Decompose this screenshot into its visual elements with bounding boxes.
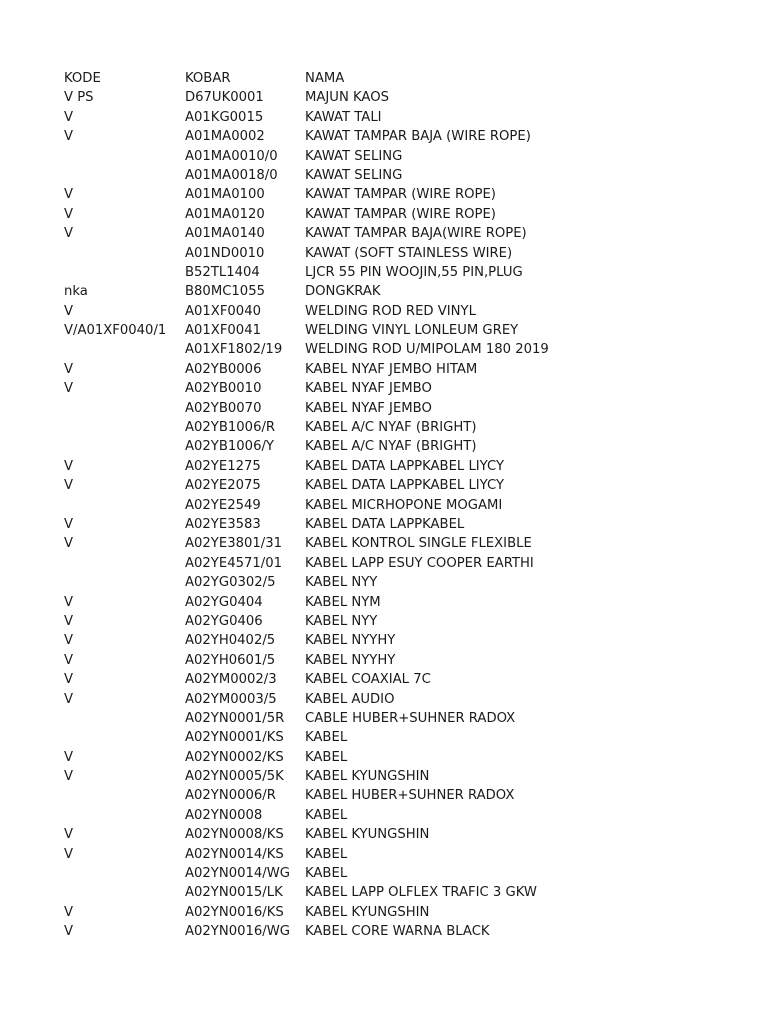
cell-kobar: A02YG0302/5 [185,575,276,591]
cell-kobar: A02YB1006/Y [185,439,274,455]
cell-kobar: A02YE2075 [185,478,261,494]
cell-nama: KABEL KYUNGSHIN [305,769,430,785]
cell-kobar: A01XF0041 [185,323,261,339]
cell-nama: KAWAT TAMPAR (WIRE ROPE) [305,206,496,222]
cell-kobar: A02YE3801/31 [185,536,282,552]
cell-nama: KABEL NYYHY [305,652,396,668]
cell-nama: CABLE HUBER+SUHNER RADOX [305,710,516,726]
cell-nama: KABEL NYYHY [305,633,396,649]
cell-nama: KABEL MICRHOPONE MOGAMI [305,497,503,513]
cell-kobar: A01MA0018/0 [185,167,278,183]
cell-nama: KAWAT TAMPAR BAJA(WIRE ROPE) [305,226,527,242]
cell-nama: DONGKRAK [305,284,381,300]
cell-kobar: A02YN0001/KS [185,730,284,746]
table-row [64,127,705,146]
cell-nama: KABEL KYUNGSHIN [305,904,430,920]
cell-kode [64,418,185,437]
cell-kode: V [64,129,74,145]
table-row [64,360,705,379]
cell-kode: V [64,691,74,707]
table-row [64,302,705,321]
table-row [64,205,705,224]
cell-kode: V [64,827,74,843]
cell-kode [64,554,185,573]
table-row [64,806,705,825]
cell-kode: nka [64,284,88,300]
table-row [64,437,705,456]
cell-kode [64,340,185,359]
table-row [64,651,705,670]
cell-kode [64,806,185,825]
table-row [64,108,705,127]
cell-kobar: A02YN0016/KS [185,904,284,920]
cell-kode [64,437,185,456]
cell-kobar: A02YN0015/LK [185,885,283,901]
cell-nama: KAWAT (SOFT STAINLESS WIRE) [305,245,513,261]
cell-nama: KABEL COAXIAL 7C [305,672,431,688]
table-body [64,88,705,941]
cell-kode [64,709,185,728]
cell-kode: V [64,361,74,377]
cell-kode [64,573,185,592]
table-row [64,263,705,282]
table-row [64,321,705,340]
table-row [64,534,705,553]
table-row [64,244,705,263]
table-row [64,612,705,631]
cell-kobar: A02YB0006 [185,361,262,377]
cell-kode: V [64,672,74,688]
cell-nama: KABEL LAPP ESUY COOPER EARTHI [305,555,534,571]
table-row [64,88,705,107]
cell-kode [64,496,185,515]
cell-kobar: A01ND0010 [185,245,265,261]
table-row [64,554,705,573]
header-kobar: KOBAR [185,71,231,86]
cell-kode [64,883,185,902]
cell-kobar: A02YH0601/5 [185,652,276,668]
cell-kobar: B80MC1055 [185,284,265,300]
cell-kode [64,166,185,185]
cell-kobar: A01XF1802/19 [185,342,283,358]
table-row [64,767,705,786]
cell-kode [64,786,185,805]
cell-kobar: A02YN0002/KS [185,749,284,765]
table-row [64,573,705,592]
cell-kode: V [64,516,74,532]
cell-kode: V [64,536,74,552]
cell-nama: KAWAT TAMPAR (WIRE ROPE) [305,187,496,203]
table-row [64,340,705,359]
cell-kode: V [64,633,74,649]
cell-nama: KAWAT TALI [305,109,382,125]
cell-kode: V [64,924,74,940]
cell-kode: V/A01XF0040/1 [64,323,167,339]
cell-kode: V [64,303,74,319]
cell-kode [64,864,185,883]
cell-nama: KABEL A/C NYAF (BRIGHT) [305,420,477,436]
table-row [64,825,705,844]
cell-nama: WELDING ROD RED VINYL [305,303,476,319]
cell-kobar: A02YN0006/R [185,788,276,804]
table-row [64,185,705,204]
cell-nama: KABEL DATA LAPPKABEL [305,516,465,532]
cell-kobar: A02YN0008 [185,807,263,823]
table-row [64,670,705,689]
cell-nama: KABEL DATA LAPPKABEL LIYCY [305,458,505,474]
cell-kode [64,728,185,747]
cell-kobar: A02YN0005/5K [185,769,284,785]
cell-kode: V [64,846,74,862]
cell-nama: KABEL NYAF JEMBO [305,381,432,397]
cell-kobar: A02YM0003/5 [185,691,277,707]
cell-kode: V [64,187,74,203]
item-table [64,69,705,942]
cell-kode: V [64,381,74,397]
cell-nama: KABEL AUDIO [305,691,395,707]
table-row [64,379,705,398]
cell-kobar: A01XF0040 [185,303,261,319]
table-row [64,786,705,805]
cell-kobar: A02YN0014/WG [185,866,290,882]
cell-kode: V [64,769,74,785]
cell-nama: KABEL NYAF JEMBO HITAM [305,361,478,377]
table-row [64,709,705,728]
header-nama: NAMA [305,71,345,86]
cell-nama: KABEL KYUNGSHIN [305,827,430,843]
cell-kode: V [64,904,74,920]
table-row [64,593,705,612]
table-row [64,515,705,534]
cell-kode: V [64,226,74,242]
cell-kobar: D67UK0001 [185,90,264,106]
table-row [64,845,705,864]
cell-kode: V [64,652,74,668]
cell-kode [64,244,185,263]
table-row [64,903,705,922]
cell-kobar: A02YH0402/5 [185,633,276,649]
cell-kode [64,263,185,282]
cell-nama: LJCR 55 PIN WOOJIN,55 PIN,PLUG [305,264,523,280]
cell-kode: V [64,458,74,474]
table-row [64,457,705,476]
cell-nama: KABEL [305,866,348,882]
table-row [64,690,705,709]
cell-nama: KABEL NYY [305,613,378,629]
table-row [64,166,705,185]
cell-kode: V [64,594,74,610]
cell-nama: KABEL A/C NYAF (BRIGHT) [305,439,477,455]
cell-kobar: B52TL1404 [185,264,260,280]
cell-kode: V PS [64,90,94,106]
cell-nama: WELDING VINYL LONLEUM GREY [305,323,519,339]
cell-nama: KABEL [305,749,348,765]
cell-nama: KABEL NYM [305,594,381,610]
cell-nama: KABEL KONTROL SINGLE FLEXIBLE [305,536,532,552]
cell-kode: V [64,206,74,222]
cell-kobar: A01MA0100 [185,187,265,203]
cell-kobar: A01MA0010/0 [185,148,278,164]
cell-kobar: A02YM0002/3 [185,672,277,688]
cell-kobar: A02YN0001/5R [185,710,285,726]
cell-kobar: A01KG0015 [185,109,264,125]
cell-nama: KAWAT TAMPAR BAJA (WIRE ROPE) [305,129,531,145]
cell-kobar: A02YG0404 [185,594,263,610]
cell-nama: KABEL NYAF JEMBO [305,400,432,416]
cell-kode: V [64,478,74,494]
cell-nama: WELDING ROD U/MIPOLAM 180 2019 [305,342,549,358]
cell-nama: KABEL CORE WARNA BLACK [305,924,490,940]
table-row [64,728,705,747]
cell-kobar: A01MA0140 [185,226,265,242]
cell-kobar: A02YG0406 [185,613,263,629]
cell-kobar: A02YE4571/01 [185,555,282,571]
table-row [64,399,705,418]
table-row [64,883,705,902]
table-row [64,922,705,941]
cell-nama: KAWAT SELING [305,148,403,164]
cell-kobar: A02YN0016/WG [185,924,290,940]
table-row [64,476,705,495]
table-row [64,864,705,883]
table-row [64,496,705,515]
cell-nama: KABEL [305,730,348,746]
cell-kode: V [64,109,74,125]
table-row [64,418,705,437]
table-row [64,748,705,767]
cell-kobar: A02YE3583 [185,516,261,532]
table-row [64,282,705,301]
table-row [64,147,705,166]
cell-kobar: A02YE2549 [185,497,261,513]
cell-kode: V [64,749,74,765]
cell-kobar: A02YB1006/R [185,420,276,436]
cell-kobar: A02YN0008/KS [185,827,284,843]
cell-nama: KABEL LAPP OLFLEX TRAFIC 3 GKW [305,885,537,901]
table-row [64,224,705,243]
cell-kode: V [64,613,74,629]
cell-nama: KAWAT SELING [305,167,403,183]
cell-kode [64,147,185,166]
cell-nama: KABEL HUBER+SUHNER RADOX [305,788,515,804]
table-header [64,69,705,88]
cell-kobar: A02YN0014/KS [185,846,284,862]
cell-kobar: A02YE1275 [185,458,261,474]
cell-nama: KABEL [305,846,348,862]
cell-nama: MAJUN KAOS [305,90,389,106]
cell-nama: KABEL [305,807,348,823]
cell-kobar: A02YB0070 [185,400,262,416]
cell-kobar: A02YB0010 [185,381,262,397]
header-kode: KODE [64,71,101,86]
cell-nama: KABEL NYY [305,575,378,591]
cell-nama: KABEL DATA LAPPKABEL LIYCY [305,478,505,494]
table-row [64,631,705,650]
cell-kobar: A01MA0002 [185,129,265,145]
cell-kobar: A01MA0120 [185,206,265,222]
cell-kode [64,399,185,418]
